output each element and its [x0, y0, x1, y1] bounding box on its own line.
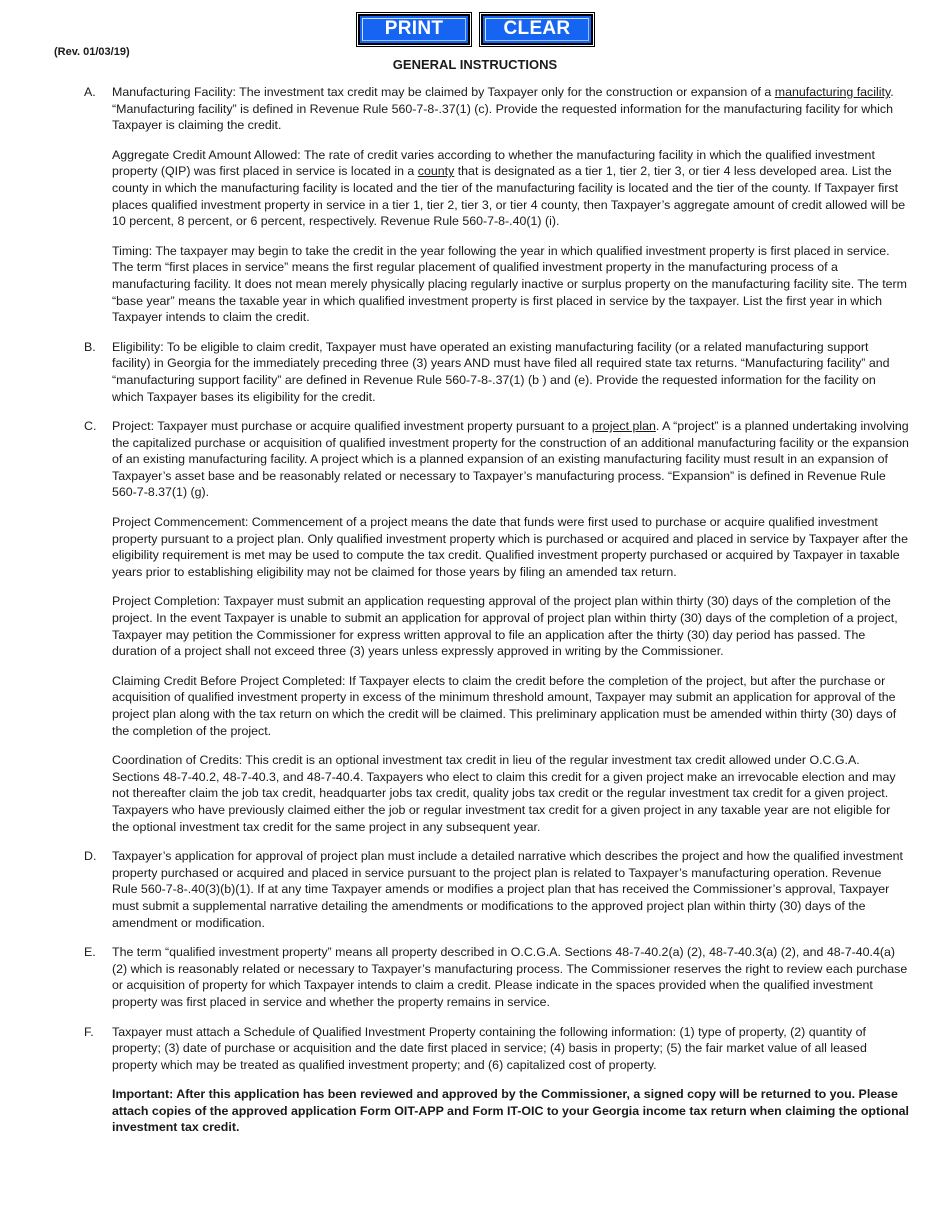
term-county: county	[417, 164, 455, 179]
paragraph-schedule-of-property: Taxpayer must attach a Schedule of Qualified Investment Property containing the following information: (1) type of property, (2) quantity of property; (3) date of purchase or acquisition and the date first placed in service; (4) basis in property; (5) the fair market value of all leased property which may be treated as qualified investment property; and (6) capitalized cost of property.	[112, 1024, 867, 1072]
paragraph-coordination-of-credits: Coordination of Credits: This credit is an optional investment tax credit in lieu of the regular investment tax credit allowed under O.C.G.A. Sections 48-7-40.2, 48-7-40.3, and 48-7-40.4. Taxpayers who elect to claim this credit for a given project make an irrevocable election and may not thereafter claim the job tax credit, headquarter jobs tax credit, quality jobs tax credit or the regular investment tax credit for a given project. Taxpayers who have previously claimed either the job or regular investment tax credit for a given project in any taxable year are not eligible for the optional investment tax credit for the same project in any subsequent year.	[112, 753, 896, 834]
section-label: C.	[84, 419, 97, 434]
revision-date: (Rev. 01/03/19)	[54, 46, 130, 58]
paragraph-project	[112, 418, 910, 501]
text-run: . A “project” is a planned undertaking involving the capitalized purchase or acquisition of qualified investment property for the construction of an additional manufacturing facility or the expansion of an existing manufacturing facility. A project which is a planned expansion of an existing manufacturing facility must result in an expansion of Taxpayer’s asset base and be reasonably related or necessary to Taxpayer’s manufacturing process. “Expansion” is defined in Revenue Rule 560-7-8.37(1) (g).	[112, 419, 909, 500]
term-manufacturing-facility: manufacturing facility	[774, 85, 891, 99]
section-e	[0, 944, 950, 1010]
term-project-plan: project plan	[591, 419, 656, 434]
section-f	[0, 1024, 950, 1137]
text-run: that is designated as a tier 1, tier 2, tier 3, or tier 4 less developed area. List the county in which the manufacturing facility is located and the tier of the manufacturing facility is located and the tier of the county. If Taxpayer first places qualified investment property in service in a tier 1, tier 2, tier 3, or tier 4 county, then Taxpayer’s aggregate amount of credit allowed will be 10 percent, 8 percent, or 6 percent, respectively. Revenue Rule 560-7-8-.40(1) (i).	[112, 164, 906, 229]
section-a	[0, 84, 950, 326]
section-label: D.	[84, 849, 97, 864]
paragraph-project-commencement: Project Commencement: Commencement of a project means the date that funds were first used to purchase or acquire qualified investment property pursuant to a project plan. Only qualified investment property which is purchased or acquired and placed in service by Taxpayer after the eligibility requirement is met may be used to compute the tax credit. Qualified investment property purchased or acquired by Taxpayer in taxable years prior to establishing eligibility may not be claimed for those years by filing an amended tax return.	[112, 515, 908, 579]
paragraph-qualified-investment-property: The term “qualified investment property” means all property described in O.C.G.A. Sections 48-7-40.2(a) (2), 48-7-40.3(a) (2), and 48-7-40.4(a) (2) which is reasonably related or necessary to Taxpayer’s manufacturing process. The Commissioner reserves the right to review each purchase or acquisition of property for which Taxpayer intends to claim a credit. Please indicate in the spaces provided when the qualified investment property was first placed in service and whether the property remains in service.	[112, 945, 908, 1009]
paragraph-project-narrative: Taxpayer’s application for approval of project plan must include a detailed narrative which describes the project and how the qualified investment property purchased or acquired and placed in service pursuant to the project plan is related to Taxpayer’s manufacturing operation. Revenue Rule 560-7-8-.40(3)(b)(1). If at any time Taxpayer amends or modifies a project plan that has received the Commissioner’s approval, Taxpayer must submit a supplemental narrative detailing the amendments or modifications to the approved project plan within thirty (30) days of the amendment or modification.	[112, 849, 903, 930]
section-b	[0, 339, 950, 405]
important-notice: Important: After this application has been reviewed and approved by the Commissioner, a signed copy will be returned to you. Please attach copies of the approved application Form OIT-APP and Form IT-OIC to your Georgia income tax return when claiming the optional investment tax credit.	[112, 1087, 910, 1135]
text-run: Manufacturing Facility: The investment tax credit may be claimed by Taxpayer only for the construction or expansion of a	[112, 85, 775, 99]
section-d	[0, 848, 950, 931]
paragraph-timing: Timing: The taxpayer may begin to take the credit in the year following the year in which qualified investment property is first placed in service. The term “first places in service” means the first regular placement of qualified investment property in the manufacturing process of a manufacturing facility. It does not mean merely physically placing regularly inactive or surplus property on the manufacturing facility site. The term “base year” means the taxable year in which qualified investment property is first placed in service by the taxpayer. List the first year in which Taxpayer intends to claim the credit.	[112, 243, 907, 325]
paragraph-aggregate-credit	[112, 147, 910, 230]
section-label: E.	[84, 945, 96, 960]
text-run: Project: Taxpayer must purchase or acquire qualified investment property pursuant to a	[112, 419, 592, 434]
paragraph-project-completion: Project Completion: Taxpayer must submit an application requesting approval of the project plan within thirty (30) days of the completion of the project. In the event Taxpayer is unable to submit an application for approval of project plan within thirty (30) days of the completion of a project, Taxpayer may petition the Commissioner for express written approval to file an application after the thirty (30) day period has passed. The duration of a project shall not exceed three (3) years unless expressly approved in writing by the Commissioner.	[112, 594, 898, 659]
section-c	[0, 418, 950, 835]
section-label: B.	[84, 339, 96, 354]
print-button[interactable]	[358, 14, 470, 45]
paragraph-eligibility: Eligibility: To be eligible to claim credit, Taxpayer must have operated an existing manufacturing facility (or a related manufacturing support facility) in Georgia for the immediately preceding three (3) years AND must have filed all required state tax returns. “Manufacturing facility” and “manufacturing support facility” are defined in Revenue Rule 560-7-8-.37(1) (b ) and (e). Provide the requested information for the facility on which Taxpayer bases its eligibility for the credit.	[112, 339, 890, 404]
paragraph-claiming-credit-early: Claiming Credit Before Project Completed: If Taxpayer elects to claim the credit before the completion of the project, but after the purchase or acquisition of qualified investment property in excess of the minimum threshold amount, Taxpayer may submit an application for approval of the project plan along with the tax return on which the credit will be claimed. This preliminary application must be amended within thirty (30) days of the completion of the project.	[112, 673, 897, 738]
clear-button[interactable]	[481, 14, 593, 45]
page-title: GENERAL INSTRUCTIONS	[392, 57, 558, 72]
paragraph-manufacturing-facility	[112, 84, 910, 134]
section-label: A.	[84, 85, 96, 99]
instructions-body	[0, 84, 950, 1149]
clear-button-label: CLEAR	[503, 18, 571, 39]
section-label: F.	[84, 1024, 94, 1039]
print-button-label: PRINT	[384, 18, 444, 39]
text-run: Aggregate Credit Amount Allowed: The rate of credit varies according to whether the manufacturing facility in which the qualified investment property (QIP) was first placed in service is located in a	[112, 147, 875, 179]
text-run: . “Manufacturing facility” is defined in Revenue Rule 560-7-8-.37(1) (c). Provide the requested information for the manufacturing facility for which Taxpayer is claiming the credit.	[112, 85, 894, 133]
